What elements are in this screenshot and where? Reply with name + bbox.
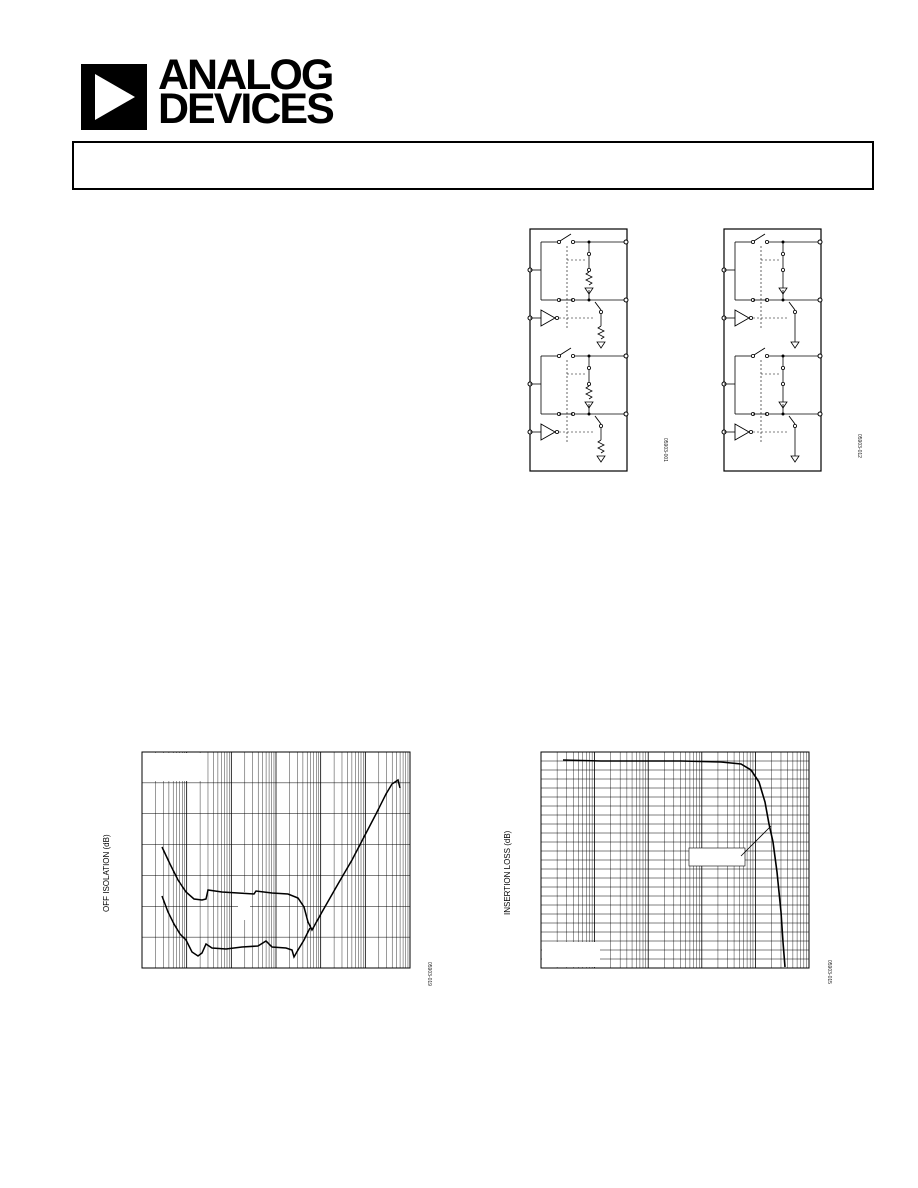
output-pin bbox=[624, 240, 628, 244]
label-area bbox=[238, 892, 250, 920]
switch-blade bbox=[754, 348, 765, 355]
resistor bbox=[586, 272, 592, 285]
switch-blade bbox=[560, 348, 571, 355]
output-pin bbox=[818, 412, 822, 416]
buffer-symbol bbox=[541, 310, 555, 326]
output-pin bbox=[818, 240, 822, 244]
output-pin bbox=[818, 354, 822, 358]
off-isolation-chart bbox=[142, 752, 412, 970]
switch-contact bbox=[571, 240, 574, 243]
output-pin bbox=[624, 354, 628, 358]
switch-contact bbox=[587, 252, 590, 255]
chart1-figure-number: 05903-019 bbox=[426, 962, 432, 986]
chart2-ylabel: INSERTION LOSS (dB) bbox=[503, 830, 512, 915]
switch-contact bbox=[571, 354, 574, 357]
title-banner bbox=[72, 141, 874, 190]
ground-symbol bbox=[597, 342, 605, 348]
chart1-ylabel: OFF ISOLATION (dB) bbox=[102, 834, 111, 912]
analog-devices-logo-icon bbox=[81, 64, 147, 130]
switch-contact bbox=[781, 382, 784, 385]
switch-contact bbox=[793, 424, 796, 427]
functional-block-diagram-left bbox=[529, 228, 629, 473]
switch-blade bbox=[560, 234, 571, 241]
logo-line-2: DEVICES bbox=[158, 85, 333, 133]
switch-contact bbox=[793, 310, 796, 313]
switch-blade bbox=[789, 416, 795, 424]
resistor bbox=[598, 326, 604, 339]
switch-contact bbox=[765, 240, 768, 243]
switch-blade bbox=[754, 234, 765, 241]
switch-contact bbox=[781, 366, 784, 369]
switch-contact bbox=[599, 310, 602, 313]
switch-contact bbox=[781, 252, 784, 255]
inverter-bubble bbox=[749, 316, 752, 319]
legend-area bbox=[143, 753, 201, 781]
output-pin bbox=[818, 298, 822, 302]
switch-contact bbox=[587, 268, 590, 271]
inverter-bubble bbox=[749, 430, 752, 433]
output-pin bbox=[624, 412, 628, 416]
figure-number-left: 05903-001 bbox=[662, 438, 668, 462]
switch-contact bbox=[781, 268, 784, 271]
resistor bbox=[598, 440, 604, 453]
chart2-figure-number: 05903-015 bbox=[826, 960, 832, 984]
functional-block-diagram-right bbox=[723, 228, 823, 473]
inverter-bubble bbox=[555, 430, 558, 433]
buffer-symbol bbox=[735, 310, 749, 326]
switch-blade bbox=[595, 302, 601, 310]
buffer-symbol bbox=[735, 424, 749, 440]
insertion-loss-chart bbox=[541, 752, 811, 970]
company-logo-text bbox=[158, 51, 333, 133]
figure-number-right: 05903-012 bbox=[856, 434, 862, 458]
logo-line-1: ANALOG bbox=[158, 51, 333, 99]
annotation-box bbox=[689, 848, 745, 866]
switch-contact bbox=[599, 424, 602, 427]
resistor bbox=[586, 386, 592, 399]
ground-symbol bbox=[597, 456, 605, 462]
buffer-symbol bbox=[541, 424, 555, 440]
ground-symbol bbox=[791, 342, 799, 348]
switch-contact bbox=[587, 382, 590, 385]
ground-symbol bbox=[791, 456, 799, 462]
switch-contact bbox=[587, 366, 590, 369]
switch-blade bbox=[789, 302, 795, 310]
legend-area bbox=[542, 942, 600, 967]
inverter-bubble bbox=[555, 316, 558, 319]
switch-blade bbox=[595, 416, 601, 424]
output-pin bbox=[624, 298, 628, 302]
switch-contact bbox=[765, 354, 768, 357]
